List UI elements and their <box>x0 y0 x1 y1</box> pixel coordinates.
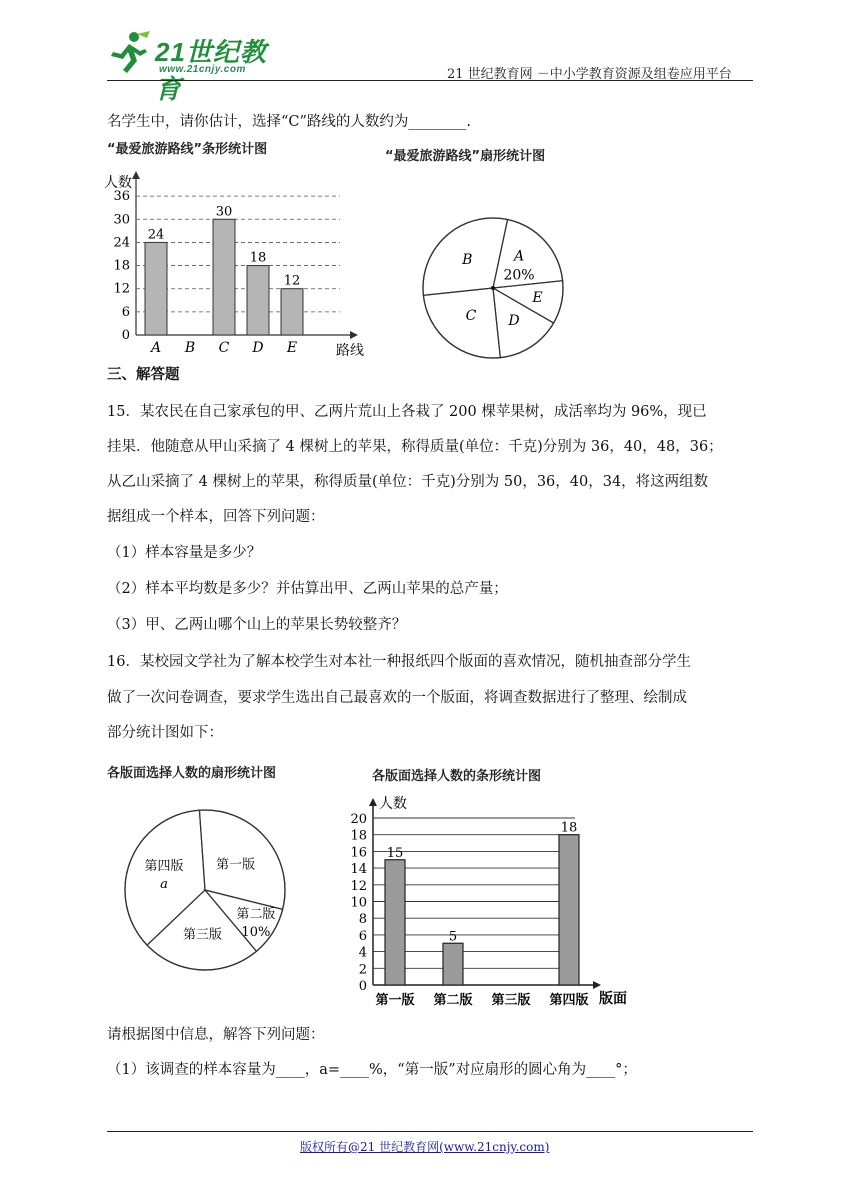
bar-value-label: 30 <box>215 204 233 220</box>
bar <box>443 943 463 985</box>
bar-value-label: 18 <box>560 820 578 836</box>
y-tick-label: 4 <box>358 945 367 961</box>
pie-label: C <box>465 307 477 324</box>
bar <box>247 266 269 335</box>
pie-label: 第一版 <box>216 857 256 873</box>
x-tick-label: A <box>150 340 162 356</box>
x-tick-label: E <box>286 340 298 356</box>
q16-line-3: 部分统计图如下： <box>107 725 223 741</box>
x-tick-label: D <box>252 340 264 356</box>
y-axis-label: 人数 <box>379 796 407 812</box>
y-axis-label: 人数 <box>104 175 132 191</box>
y-tick-label: 12 <box>350 878 367 894</box>
q16-line-2: 做了一次问卷调查，要求学生选出自己最喜欢的一个版面，将调查数据进行了整理、绘制成 <box>107 690 687 706</box>
q15-sub-3: （3）甲、乙两山哪个山上的苹果长势较整齐？ <box>107 617 407 633</box>
y-tick-label: 6 <box>358 928 367 944</box>
bar <box>145 242 167 335</box>
q14-tail-text: 名学生中，请你估计，选择“C”路线的人数约为________. <box>107 114 472 130</box>
pages-bar-chart-title: 各版面选择人数的条形统计图 <box>372 769 542 784</box>
y-tick-label: 10 <box>350 895 367 911</box>
x-axis-arrow-icon <box>593 981 601 989</box>
y-tick-label: 20 <box>350 812 367 827</box>
y-tick-label: 18 <box>113 258 130 274</box>
route-bar-chart-title: “最爱旅游路线”条形统计图 <box>107 142 268 157</box>
footer-divider <box>107 1131 753 1132</box>
x-axis-label: 路线 <box>336 343 364 359</box>
q15-line-2: 挂果．他随意从甲山采摘了 4 棵树上的苹果，称得质量(单位：千克)分别为 36，40，48，36； <box>107 439 723 455</box>
bar <box>213 219 235 335</box>
section-title: 三、解答题 <box>107 366 180 383</box>
pages-pie-chart-title: 各版面选择人数的扇形统计图 <box>107 766 277 781</box>
y-tick-label: 12 <box>113 281 130 297</box>
logo-url: www.21cnjy.com <box>159 64 246 75</box>
header-site-name: 21 世纪教育网 －中小学教育资源及组卷应用平台 <box>447 67 732 82</box>
bar <box>281 289 303 335</box>
bar <box>385 860 405 985</box>
pie-label: B <box>462 252 473 269</box>
pie-value-label: 10% <box>241 924 271 940</box>
logo-title: 21世纪教育 <box>155 37 267 104</box>
bar-value-label: 5 <box>448 929 458 945</box>
pie-value-label: a <box>160 877 168 893</box>
bar <box>559 835 579 985</box>
header-divider <box>107 80 753 81</box>
q16-sub-1: （1）该调查的样本容量为____，a=____%，“第一版”对应扇形的圆心角为____°； <box>107 1062 637 1078</box>
pie-label: 第二版 <box>236 906 276 922</box>
pie-label: D <box>508 312 520 329</box>
y-tick-label: 0 <box>121 328 130 343</box>
pages-pie-chart <box>110 795 300 985</box>
q15-line-1: 15．某农民在自己家承包的甲、乙两片荒山上各栽了 200 棵苹果树，成活率均为 96%，现已 <box>107 404 707 420</box>
pie-label: E <box>532 290 543 307</box>
y-tick-label: 24 <box>113 235 130 251</box>
y-tick-label: 30 <box>113 212 130 228</box>
y-tick-label: 14 <box>350 862 367 878</box>
runner-logo-icon <box>107 30 151 76</box>
pie-center <box>491 286 495 290</box>
q15-line-4: 据组成一个样本，回答下列问题： <box>107 509 325 525</box>
x-tick-label: 第二版 <box>433 993 473 1008</box>
x-tick-label: B <box>184 340 196 356</box>
bar-value-label: 15 <box>386 845 404 861</box>
x-tick-label: 第一版 <box>375 993 415 1008</box>
q16-prompt: 请根据图中信息，解答下列问题： <box>107 1027 325 1043</box>
route-pie-chart <box>415 208 575 368</box>
y-tick-label: 8 <box>358 912 367 928</box>
route-pie-chart-title: “最爱旅游路线”扇形统计图 <box>385 149 546 164</box>
y-tick-label: 18 <box>350 828 367 844</box>
q15-sub-1: （1）样本容量是多少？ <box>107 545 262 561</box>
site-logo <box>107 28 282 104</box>
y-tick-label: 16 <box>350 845 367 861</box>
q15-line-3: 从乙山采摘了 4 棵树上的苹果，称得质量(单位：千克)分别为 50，36，40，34，将这两组数 <box>107 474 709 490</box>
pie-label: A <box>513 248 525 265</box>
y-axis-arrow-icon <box>369 798 377 806</box>
bar-value-label: 24 <box>147 227 165 243</box>
x-axis-arrow-icon <box>350 331 358 339</box>
x-axis-label: 版面 <box>599 991 627 1007</box>
x-tick-label: C <box>218 340 230 356</box>
bar-value-label: 18 <box>249 250 267 266</box>
y-tick-label: 36 <box>113 189 130 205</box>
y-tick-label: 0 <box>358 979 367 994</box>
y-tick-label: 2 <box>358 962 367 978</box>
q15-sub-2: （2）样本平均数是多少？并估算出甲、乙两山苹果的总产量； <box>107 581 508 597</box>
route-bar-chart <box>100 165 370 365</box>
y-axis-arrow-icon <box>132 171 140 179</box>
footer-copyright-link[interactable]: 版权所有@21 世纪教育网(www.21cnjy.com) <box>300 1140 550 1154</box>
x-tick-label: 第四版 <box>549 993 589 1008</box>
pages-bar-chart <box>335 790 635 1015</box>
bar-value-label: 12 <box>283 273 301 289</box>
pie-label: 第四版 <box>144 859 184 875</box>
pie-label: 第三版 <box>183 927 223 943</box>
x-tick-label: 第三版 <box>491 993 531 1008</box>
y-tick-label: 6 <box>121 304 130 320</box>
pie-value-label: 20% <box>503 267 535 284</box>
q16-line-1: 16．某校园文学社为了解本校学生对本社一种报纸四个版面的喜欢情况，随机抽查部分学生 <box>107 654 691 670</box>
